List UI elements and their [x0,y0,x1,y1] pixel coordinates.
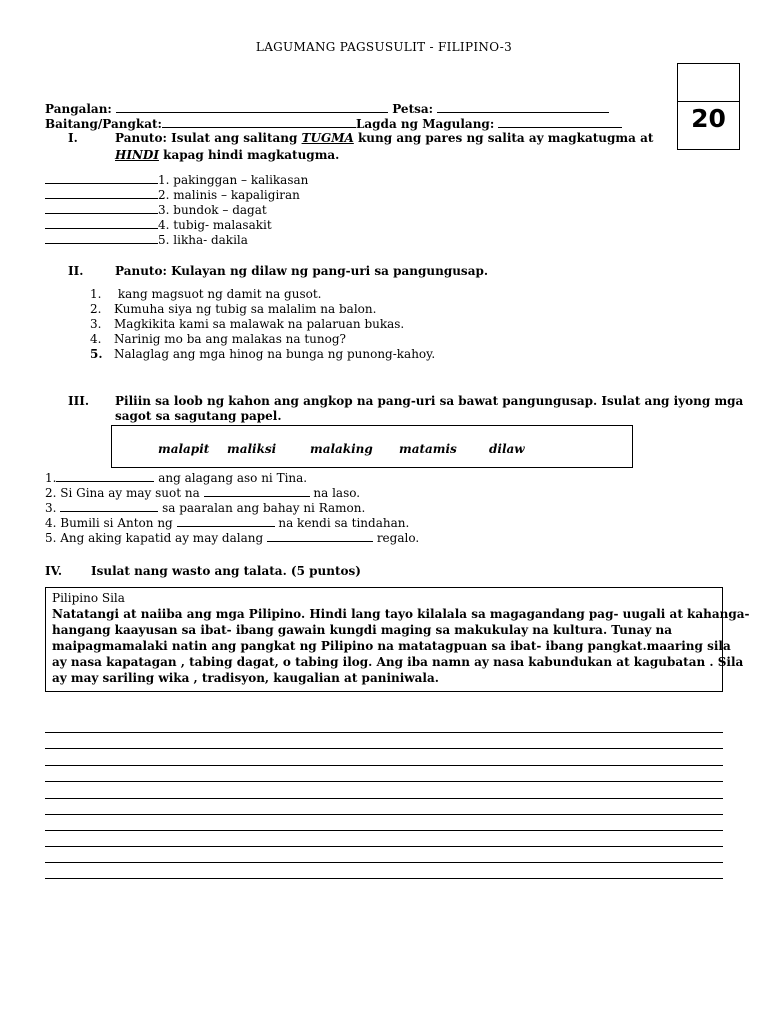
item-text: kang magsuot ng damit na gusot. [114,287,322,301]
answer-blank[interactable] [204,485,310,497]
writing-line[interactable] [45,798,723,799]
section-1-item [45,187,300,202]
answer-blank[interactable] [60,500,158,512]
section-3-item [45,515,409,530]
parent-sign-field[interactable] [498,116,622,128]
section-3-numeral: III. [68,394,90,408]
writing-line[interactable] [45,878,723,879]
item-text-pre: 4. Bumili si Anton ng [45,516,177,530]
answer-blank[interactable] [45,187,158,199]
total-score: 20 [691,104,726,133]
answer-blank[interactable] [267,530,373,542]
item-text-post: ang alagang aso ni Tina. [154,471,308,485]
paragraph-line: ay nasa kapatagan , tabing dagat, o tabing ilog. Ang iba namn ay nasa kabundukan at kagubatan . Sila [52,655,744,669]
section-3-text-line1: Piliin sa loob ng kahon ang angkop na pang-uri sa bawat pangungusap. Isulat ang iyong mga [115,394,744,408]
item-number: 1. [90,287,102,301]
section-1-instruction-line2 [115,148,339,162]
item-text: Nalaglag ang mga hinog na bunga ng punong-kahoy. [114,347,436,361]
paragraph-line: maipagmamalaki natin ang pangkat ng Pilipino na matatagpuan sa ibat- ibang pangkat.maaring sila [52,639,731,653]
name-field[interactable] [116,101,388,113]
section-2-item [90,332,346,346]
word-bank-box [111,425,633,468]
writing-line[interactable] [45,830,723,831]
item-text: Narinig mo ba ang malakas na tunog? [114,332,346,346]
section-1-instruction [68,131,653,145]
section-3-item [45,485,360,500]
answer-blank[interactable] [45,232,158,244]
word-bank-word: malaking [310,442,373,456]
paragraph-line: Natatangi at naiiba ang mga Pilipino. Hindi lang tayo kilalala sa magagandang pag- uugali at kahanga- [52,607,750,621]
item-text-pre: 2. Si Gina ay may suot na [45,486,204,500]
parent-sign-label: Lagda ng Magulang: [355,117,495,131]
paragraph-title: Pilipino Sila [52,591,125,605]
section-2-item [90,287,321,301]
name-row [45,101,609,116]
section-1-text-c: kapag hindi magkatugma. [158,148,340,162]
section-2-numeral: II. [68,264,84,278]
section-3-item [45,470,307,485]
paragraph-box [45,587,750,692]
writing-line[interactable] [45,846,723,847]
item-text-pre: 5. Ang aking kapatid ay may dalang [45,531,267,545]
item-text: Magkikita kami sa malawak na palaruan bukas. [114,317,405,331]
word-bank-word: dilaw [489,442,525,456]
paragraph-line: hangang kaayusan sa ibat- ibang gawain kungdi maging sa makukulay na kultura. Tunay na [52,623,673,637]
writing-line[interactable] [45,748,723,749]
section-1-item [45,202,267,217]
grade-field[interactable] [162,116,356,128]
item-text: 2. malinis – kapaligiran [158,188,300,202]
section-3-instruction [68,394,743,408]
score-box [677,63,740,150]
item-text: 3. bundok – dagat [158,203,267,217]
section-1-item [45,172,308,187]
date-field[interactable] [437,101,609,113]
item-text: 1. pakinggan – kalikasan [158,173,309,187]
section-3-item [45,500,365,515]
answer-blank[interactable] [177,515,275,527]
keyword-hindi: HINDI [115,148,159,162]
section-1-item [45,232,248,247]
writing-line[interactable] [45,862,723,863]
writing-line[interactable] [45,781,723,782]
keyword-tugma: TUGMA [301,131,354,145]
section-2-item [90,317,404,331]
section-1-item [45,217,272,232]
section-1-text-b: kung ang pares ng salita ay magkatugma at [353,131,654,145]
word-bank-word: matamis [399,442,457,456]
paragraph-line: ay may sariling wika , tradisyon, kaugalian at paniniwala. [52,671,439,685]
answer-blank[interactable] [45,172,158,184]
writing-line[interactable] [45,732,723,733]
date-label: Petsa: [392,102,434,116]
section-3-instruction-line2: sagot sa sagutang papel. [115,409,282,423]
answer-blank[interactable] [56,470,154,482]
section-1-numeral: I. [68,131,78,145]
item-text: 5. likha- dakila [158,233,248,247]
item-text-pre: 1. [45,471,57,485]
grade-row [45,116,622,131]
item-text: Kumuha siya ng tubig sa malalim na balon. [114,302,377,316]
item-number: 5. [90,347,103,361]
item-number: 2. [90,302,102,316]
writing-line[interactable] [45,814,723,815]
item-text-pre: 3. [45,501,61,515]
answer-blank[interactable] [45,202,158,214]
answer-blank[interactable] [45,217,158,229]
item-number: 4. [90,332,102,346]
section-4-text: Isulat nang wasto ang talata. (5 puntos) [91,564,361,578]
section-4-numeral: IV. [45,564,63,578]
page-title: LAGUMANG PAGSUSULIT - FILIPINO-3 [255,40,513,54]
word-bank-word: maliksi [227,442,277,456]
writing-line[interactable] [45,765,723,766]
section-1-text-a: Panuto: Isulat ang salitang [115,131,302,145]
section-3-item [45,530,419,545]
item-text-post: regalo. [373,531,420,545]
item-text-post: na laso. [309,486,361,500]
item-text-post: sa paaralan ang bahay ni Ramon. [158,501,366,515]
name-label: Pangalan: [45,102,112,116]
section-2-item [90,347,435,361]
grade-label: Baitang/Pangkat: [45,117,162,131]
section-2-instruction [68,264,488,278]
section-2-item [90,302,376,316]
item-text: 4. tubig- malasakit [158,218,272,232]
item-text-post: na kendi sa tindahan. [274,516,410,530]
section-4-instruction [45,564,361,578]
score-box-divider [678,101,739,102]
word-bank-word: malapit [158,442,210,456]
section-2-text: Panuto: Kulayan ng dilaw ng pang-uri sa pangungusap. [115,264,489,278]
item-number: 3. [90,317,102,331]
